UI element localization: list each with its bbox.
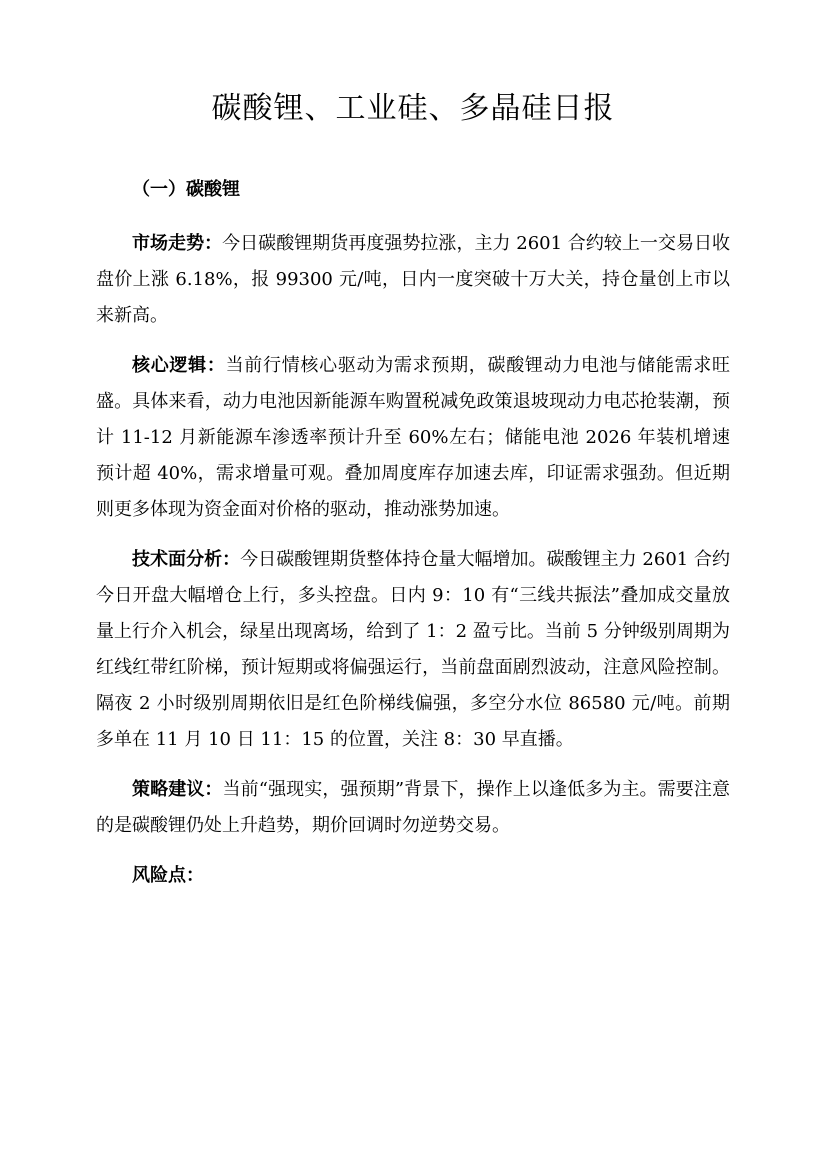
paragraph-label-technical-analysis: 技术面分析： <box>132 549 241 571</box>
paragraph-core-logic <box>96 348 730 528</box>
paragraph-strategy-advice <box>96 772 730 844</box>
paragraph-label-market-trend: 市场走势： <box>132 233 223 255</box>
paragraph-body-technical-analysis: 今日碳酸锂期货整体持仓量大幅增加。碳酸锂主力 2601 合约今日开盘大幅增仓上行，多头控盘。日内 9：10 有“三线共振法”叠加成交量放量上行介入机会，绿星出现离场，给到了 1：2 盈亏比。当前 5 分钟级别周期为红线红带红阶梯，预计短期或将偏强运行，当前盘面剧烈波动，注意风险控制。隔夜 2 小时级别周期依旧是红色阶梯线偏强，多空分水位 86580 元/吨。前期多单在 11 月 10 日 11：15 的位置，关注 8：30 早直播。 <box>96 549 731 751</box>
paragraph-body-market-trend: 今日碳酸锂期货再度强势拉涨，主力 2601 合约较上一交易日收盘价上涨 6.18%，报 99300 元/吨，日内一度突破十万大关，持仓量创上市以来新高。 <box>96 233 731 327</box>
paragraph-label-strategy-advice: 策略建议： <box>132 779 223 801</box>
section-heading-lithium-carbonate: （一）碳酸锂 <box>132 179 240 200</box>
paragraph-label-core-logic: 核心逻辑： <box>132 355 226 377</box>
paragraph-market-trend <box>96 226 730 334</box>
paragraph-body-core-logic: 当前行情核心驱动为需求预期，碳酸锂动力电池与储能需求旺盛。具体来看，动力电池因新能源车购置税减免政策退坡现动力电芯抢装潮，预计 11-12 月新能源车渗透率预计升至 60%左右；储能电池 2026 年装机增速预计超 40%，需求增量可观。叠加周度库存加速去库，印证需求强劲。但近期则更多体现为资金面对价格的驱动，推动涨势加速。 <box>96 355 731 521</box>
paragraph-body-strategy-advice: 当前“强现实，强预期”背景下，操作上以逢低多为主。需要注意的是碳酸锂仍处上升趋势，期价回调时勿逆势交易。 <box>96 779 730 837</box>
page-title: 碳酸锂、工业硅、多晶硅日报 <box>211 91 615 126</box>
paragraph-label-risk-points: 风险点： <box>132 865 204 887</box>
paragraph-technical-analysis <box>96 542 730 758</box>
